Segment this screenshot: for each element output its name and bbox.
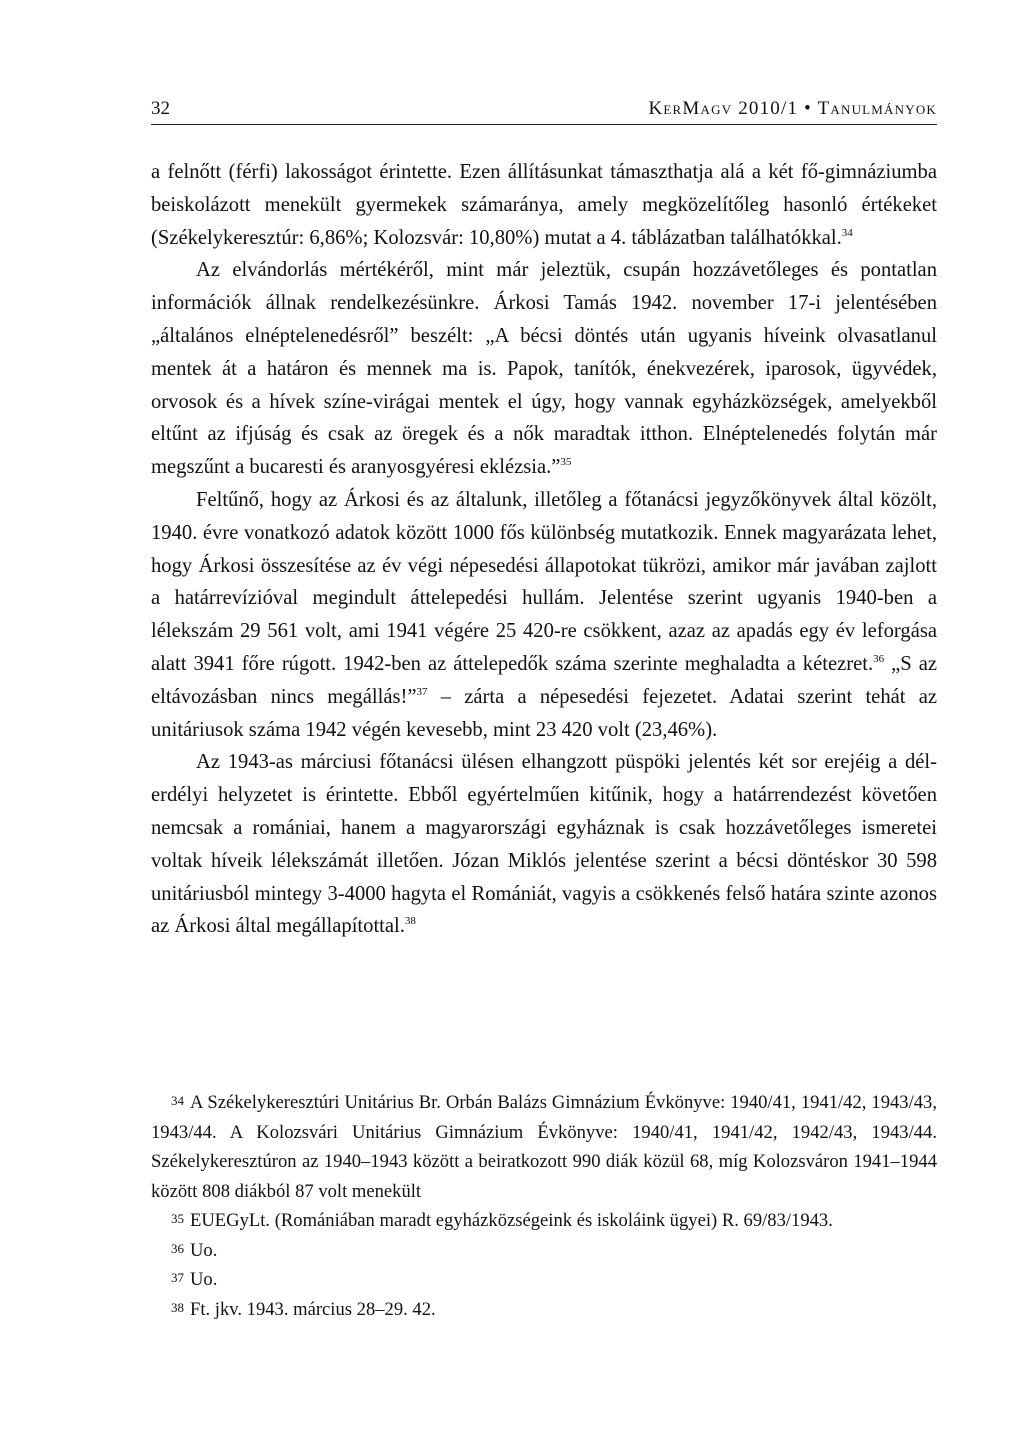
text-run: Az 1943-as márciusi főtanácsi ülésen elhangzott püspöki jelentés két sor erejéig a dél-erdélyi helyzetet is érintette. Ebből egyértelműen kitűnik, hogy a határrendezést követően nemcsak a romániai, hanem a magyarországi egyháznak is csak hozzávetőleges ismeretei voltak híveik lélekszámát illetően. Józan Miklós jelentése szerint a bécsi döntéskor 30 598 unitáriusból mintegy 3-4000 hagyta el Romániát, vagyis a csökkenés felső határa szinte azonos az Árkosi által megállapítottal. xyxy=(151,751,937,938)
footnote-ref: 36 xyxy=(873,652,885,665)
footnote-number: 34 xyxy=(171,1093,184,1108)
text-run: Az elvándorlás mértékéről, mint már jeleztük, csupán hozzávetőleges és pontatlan információk állnak rendelkezésünkre. Árkosi Tamás 1942. november 17-i jelentésében „általános elnéptelenedésről” beszélt: „A bécsi döntés után ugyanis híveink olvasatlanul mentek át a határon és mennek ma is. Papok, tanítók, énekvezérek, iparosok, ügyvédek, orvosok és a hívek színe-virágai mentek el úgy, hogy vannak egyházközségek, amelyekből eltűnt az ifjúság és csak az öregek és a nők maradtak itthon. Elnéptelenedés folytán már megszűnt a bucaresti és aranyosgyéresi eklézsia.” xyxy=(151,259,937,479)
footnote-text: EUEGyLt. (Romániában maradt egyházközségeink és iskoláink ügyei) R. 69/83/1943. xyxy=(190,1210,833,1231)
text-run: a felnőtt (férfi) lakosságot érintette. Ezen állításunkat támaszthatja alá a két fő-gimnáziumba beiskolázott menekült gyermekek számaránya, amely megközelítőleg hasonló értékeket (Székelykeresztúr: 6,86%; Kolozsvár: 10,80%) mutat a 4. táblázatban találhatókkal. xyxy=(151,161,937,249)
footnote-text: Ft. jkv. 1943. március 28–29. 42. xyxy=(190,1298,436,1320)
footnote-text: Uo. xyxy=(190,1269,218,1290)
footnote-number: 36 xyxy=(171,1240,184,1256)
footnote-number: 35 xyxy=(171,1211,184,1226)
paragraph xyxy=(151,156,937,254)
footnote-number: 38 xyxy=(171,1299,184,1315)
footnote xyxy=(151,1236,937,1266)
footnote-ref: 37 xyxy=(416,685,428,698)
footnote xyxy=(151,1206,937,1236)
footnote-ref: 38 xyxy=(404,915,416,928)
footnote xyxy=(151,1088,937,1206)
text-run: Feltűnő, hogy az Árkosi és az általunk, illetőleg a főtanácsi jegyzőkönyvek által közölt, 1940. évre vonatkozó adatok között 1000 fős különbség mutatkozik. Ennek magyarázata lehet, hogy Árkosi összesítése az év végi népesedési állapotokat tükrözi, amikor már javában zajlott a határrevízióval megindult áttelepedési hullám. Jelentése szerint ugyanis 1940-ben a lélekszám 29 561 volt, ami 1941 végére 25 420-re csökkent, azaz az apadás egy év leforgása alatt 3941 főre rúgott. 1942-ben az áttelepedők száma szerinte meghaladta a kétezret. xyxy=(151,488,937,675)
text-run: – zárta a népesedési fejezetet. Adatai szerint tehát az unitáriusok száma 1942 végén kevesebb, mint 23 420 volt (23,46%). xyxy=(151,685,937,741)
footnote xyxy=(151,1265,937,1295)
footnote-number: 37 xyxy=(171,1270,184,1285)
running-header xyxy=(151,94,937,125)
paragraph xyxy=(151,746,937,943)
page-number: 32 xyxy=(151,98,170,119)
footnote-text: A Székelykeresztúri Unitárius Br. Orbán Balázs Gimnázium Évkönyve: 1940/41, 1941/42, 1943/43, 1943/44. A Kolozsvári Unitárius Gimnázium Évkönyve: 1940/41, 1941/42, 1942/43, 1943/44. Székelykeresztúron az 1940–1943 között a beiratkozott 990 diák közül 68, míg Kolozsváron 1941–1944 között 808 diákból 87 volt menekült xyxy=(151,1092,937,1202)
footnote xyxy=(151,1295,937,1325)
text-run: „S az eltávozásban nincs megállás!” xyxy=(151,652,937,708)
running-title: KerMagv 2010/1 • Tanulmányok xyxy=(648,98,937,119)
footnote-ref: 35 xyxy=(560,456,572,469)
paragraph xyxy=(151,484,937,746)
footnote-ref: 34 xyxy=(841,226,853,239)
footnote-text: Uo. xyxy=(190,1239,218,1261)
body-text xyxy=(151,156,937,943)
footnotes xyxy=(151,1088,937,1324)
paragraph xyxy=(151,254,937,484)
